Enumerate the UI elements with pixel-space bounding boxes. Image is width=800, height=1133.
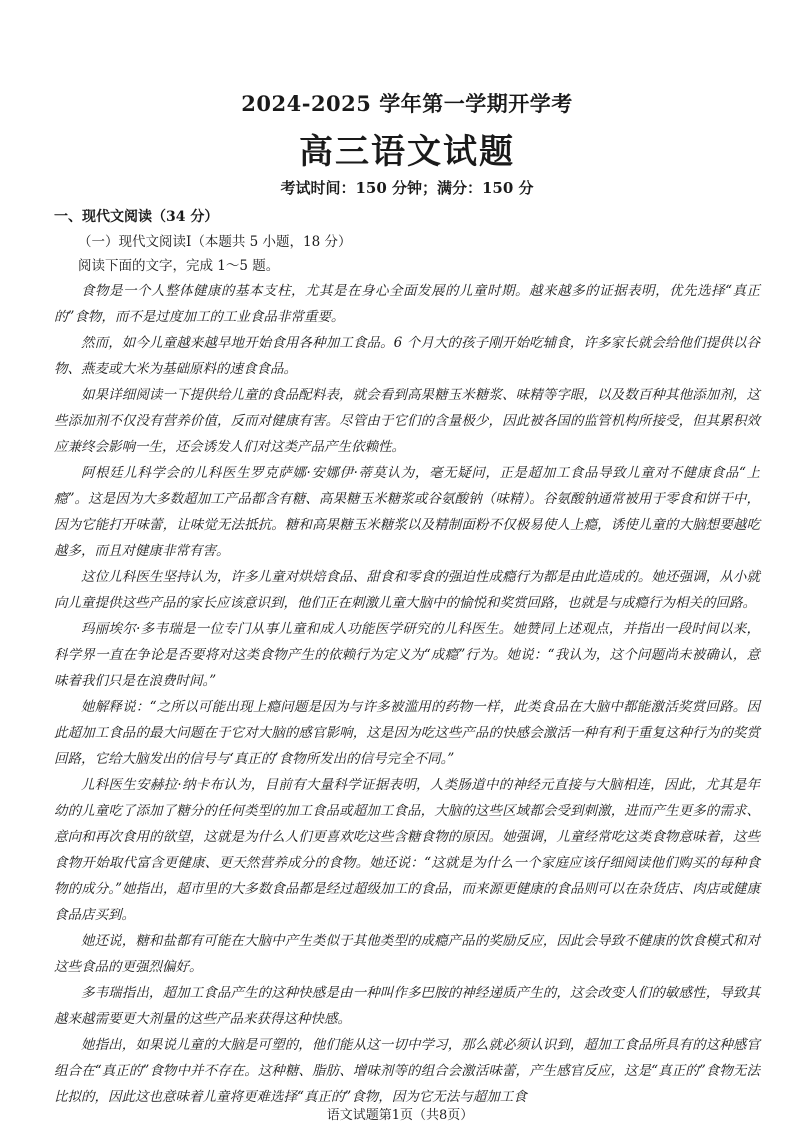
passage-paragraph: 儿科医生安赫拉·纳卡布认为，目前有大量科学证据表明，人类肠道中的神经元直接与大脑相连，因此，尤其是年幼的儿童吃了添加了糖分的任何类型的加工食品或超加工食品，大脑的这些区域都会受到刺激，进而产生更多的需求、意向和再次食用的欲望，这就是为什么人们更喜欢吃这些含糖食物的原因。她强调，儿童经常吃这类食物意味着，这些食物开始取代富含更健康、更天然营养成分的食物。她还说：“这就是为什么一个家庭应该仔细阅读他们购买的每种食物的成分。”她指出，超市里的大多数食品都是经过超级加工的食品，而来源更健康的食品则可以在杂货店、肉店或健康食品店买到。 bbox=[54, 777, 760, 923]
passage-paragraph: 玛丽埃尔·多韦瑞是一位专门从事儿童和成人功能医学研究的儿科医生。她赞同上述观点，并指出一段时间以来，科学界一直在争论是否要将对这类食物产生的依赖行为定义为“成瘾”行为。她说：“我认为，这个问题尚未被确认，意味着我们只是在浪费时间。” bbox=[54, 621, 760, 689]
exam-info: 考试时间：150 分钟；满分：150 分 bbox=[280, 179, 534, 197]
passage-paragraph: 食物是一个人整体健康的基本支柱，尤其是在身心全面发展的儿童时期。越来越多的证据表明，优先选择“真正的”食物，而不是过度加工的工业食品非常重要。 bbox=[54, 283, 760, 325]
reading-passage bbox=[54, 278, 760, 1110]
section-heading: 一、现代文阅读（34 分） bbox=[54, 209, 219, 225]
passage-paragraph: 这位儿科医生坚持认为，许多儿童对烘焙食品、甜食和零食的强迫性成瘾行为都是由此造成的。她还强调，从小就向儿童提供这些产品的家长应该意识到，他们正在刺激儿童大脑中的愉悦和奖赏回路，也就是与成瘾行为相关的回路。 bbox=[54, 569, 760, 611]
exam-subtitle: 2024-2025 学年第一学期开学考 bbox=[241, 91, 573, 116]
passage-paragraph: 她指出，如果说儿童的大脑是可塑的，他们能从这一切中学习，那么就必须认识到，超加工食品所具有的这种感官组合在“真正的”食物中并不存在。这种糖、脂肪、增味剂等的组合会激活味蕾，产生感官反应，这是“真正的”食物无法比拟的，因此这也意味着儿童将更难选择“真正的”食物，因为它无法与超加工食 bbox=[54, 1037, 760, 1105]
passage-paragraph: 她解释说：“之所以可能出现上瘾问题是因为与许多被滥用的药物一样，此类食品在大脑中都能激活奖赏回路。因此超加工食品的最大问题在于它对大脑的感官影响，这是因为吃这些产品的快感会激活一种有利于重复这种行为的奖赏回路，它给大脑发出的信号与‘真正的’食物所发出的信号完全不同。” bbox=[54, 699, 760, 767]
passage-paragraph: 阿根廷儿科学会的儿科医生罗克萨娜·安娜伊·蒂莫认为，毫无疑问，正是超加工食品导致儿童对不健康食品“上瘾”。这是因为大多数超加工产品都含有糖、高果糖玉米糖浆或谷氨酸钠（味精）。谷氨酸钠通常被用于零食和饼干中，因为它能打开味蕾，让味觉无法抵抗。糖和高果糖玉米糖浆以及精制面粉不仅极易使人上瘾，诱使儿童的大脑想要越吃越多，而且对健康非常有害。 bbox=[54, 465, 760, 559]
passage-paragraph: 如果详细阅读一下提供给儿童的食品配料表，就会看到高果糖玉米糖浆、味精等字眼，以及数百种其他添加剂，这些添加剂不仅没有营养价值，反而对健康有害。尽管由于它们的含量极少，因此被各国的监管机构所接受，但其累积效应兼终会影响一生，还会诱发人们对这类产品产生依赖性。 bbox=[54, 387, 760, 455]
passage-paragraph: 她还说，糖和盐都有可能在大脑中产生类似于其他类型的成瘾产品的奖励反应，因此会导致不健康的饮食模式和对这些食品的更强烈偏好。 bbox=[54, 933, 760, 975]
exam-title: 高三语文试题 bbox=[299, 132, 515, 172]
sub-heading: （一）现代文阅读Ⅰ（本题共 5 小题，18 分） bbox=[78, 234, 352, 250]
reading-instruction: 阅读下面的文字，完成 1～5 题。 bbox=[78, 258, 280, 274]
passage-paragraph: 然而，如今儿童越来越早地开始食用各种加工食品。6 个月大的孩子刚开始吃辅食，许多家长就会给他们提供以谷物、燕麦或大米为基础原料的速食食品。 bbox=[54, 335, 760, 377]
passage-paragraph: 多韦瑞指出，超加工食品产生的这种快感是由一种叫作多巴胺的神经递质产生的，这会改变人们的敏感性，导致其越来越需要更大剂量的这些产品来获得这种快感。 bbox=[54, 985, 760, 1027]
page-footer: 语文试题第1页（共8页） bbox=[326, 1108, 474, 1123]
